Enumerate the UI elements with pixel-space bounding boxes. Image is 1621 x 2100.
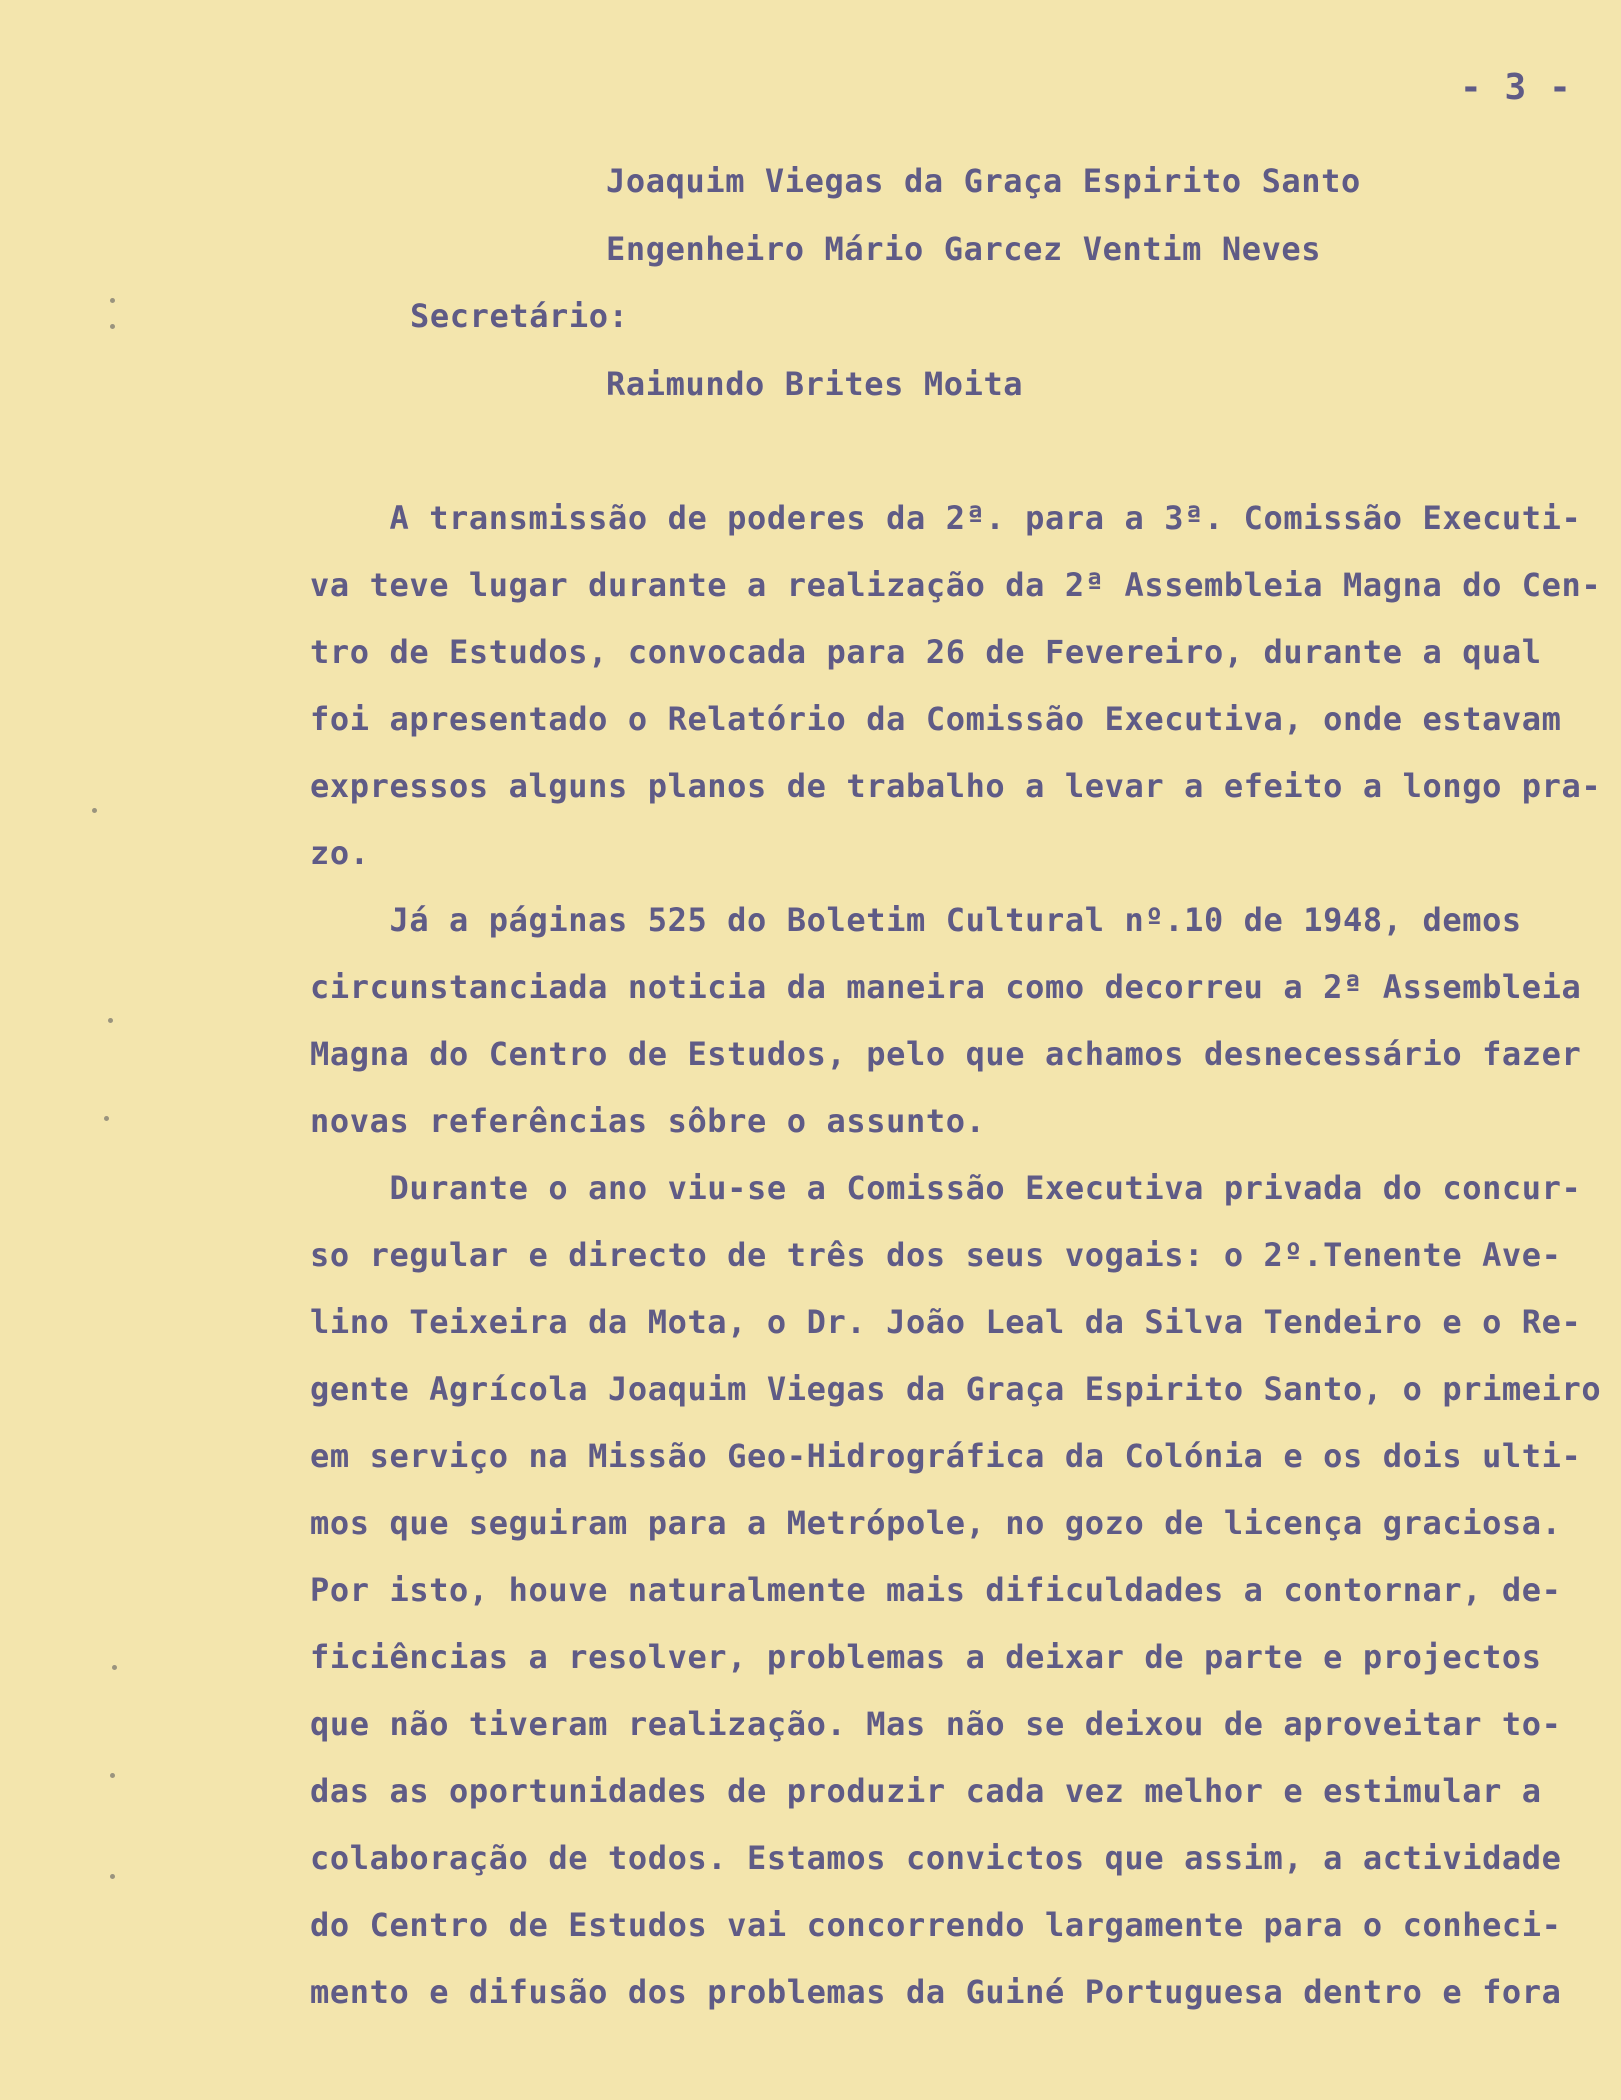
paragraph-1-line: tro de Estudos, convocada para 26 de Fevereiro, durante a qual [310,633,1542,671]
paragraph-3-line: mento e difusão dos problemas da Guiné Portuguesa dentro e fora [310,1973,1562,2011]
paragraph-1-line: foi apresentado o Relatório da Comissão Executiva, onde estavam [310,700,1562,738]
paper-mark [110,324,115,329]
member-name-1: Joaquim Viegas da Graça Espirito Santo [606,162,1361,200]
paragraph-3-line: em serviço na Missão Geo-Hidrográfica da Colónia e os dois ulti- [310,1437,1582,1475]
paragraph-3-line: gente Agrícola Joaquim Viegas da Graça Espirito Santo, o primeiro [310,1370,1602,1408]
secretary-name: Raimundo Brites Moita [606,365,1024,403]
paper-mark [92,808,97,813]
paragraph-3-line: mos que seguiram para a Metrópole, no gozo de licença graciosa. [310,1504,1562,1542]
paragraph-2-line: circunstanciada noticia da maneira como decorreu a 2ª Assembleia [310,968,1582,1006]
paragraph-3-line: so regular e directo de três dos seus vogais: o 2º.Tenente Ave- [310,1236,1562,1274]
page-number: - 3 - [1460,67,1572,108]
paragraph-1-line: zo. [310,834,370,872]
paragraph-3-line: que não tiveram realização. Mas não se deixou de aproveitar to- [310,1705,1562,1743]
paper-mark [112,1665,117,1670]
paper-mark [110,1874,115,1879]
paragraph-3-line: Durante o ano viu-se a Comissão Executiva privada do concur- [310,1169,1582,1207]
paragraph-3-line: colaboração de todos. Estamos convictos que assim, a actividade [310,1839,1562,1877]
paragraph-1-line: A transmissão de poderes da 2ª. para a 3ª. Comissão Executi- [310,499,1582,537]
member-name-2: Engenheiro Mário Garcez Ventim Neves [606,230,1322,268]
secretary-heading: Secretário: [410,297,629,335]
paragraph-3-line: do Centro de Estudos vai concorrendo largamente para o conheci- [310,1906,1562,1944]
paragraph-2-line: Já a páginas 525 do Boletim Cultural nº.10 de 1948, demos [310,901,1522,939]
paragraph-3-line: das as oportunidades de produzir cada vez melhor e estimular a [310,1772,1542,1810]
paragraph-3-line: ficiências a resolver, problemas a deixar de parte e projectos [310,1638,1542,1676]
paragraph-2-line: Magna do Centro de Estudos, pelo que achamos desnecessário fazer [310,1035,1582,1073]
paper-mark [110,298,115,303]
paper-mark [110,1773,115,1778]
paragraph-3-line: lino Teixeira da Mota, o Dr. João Leal da Silva Tendeiro e o Re- [310,1303,1582,1341]
paragraph-2-line: novas referências sôbre o assunto. [310,1102,986,1140]
paragraph-1-line: expressos alguns planos de trabalho a levar a efeito a longo pra- [310,767,1602,805]
paper-mark [108,1018,113,1023]
paragraph-1-line: va teve lugar durante a realização da 2ª Assembleia Magna do Cen- [310,566,1602,604]
paper-mark [104,1116,109,1121]
paragraph-3-line: Por isto, houve naturalmente mais dificuldades a contornar, de- [310,1571,1562,1609]
